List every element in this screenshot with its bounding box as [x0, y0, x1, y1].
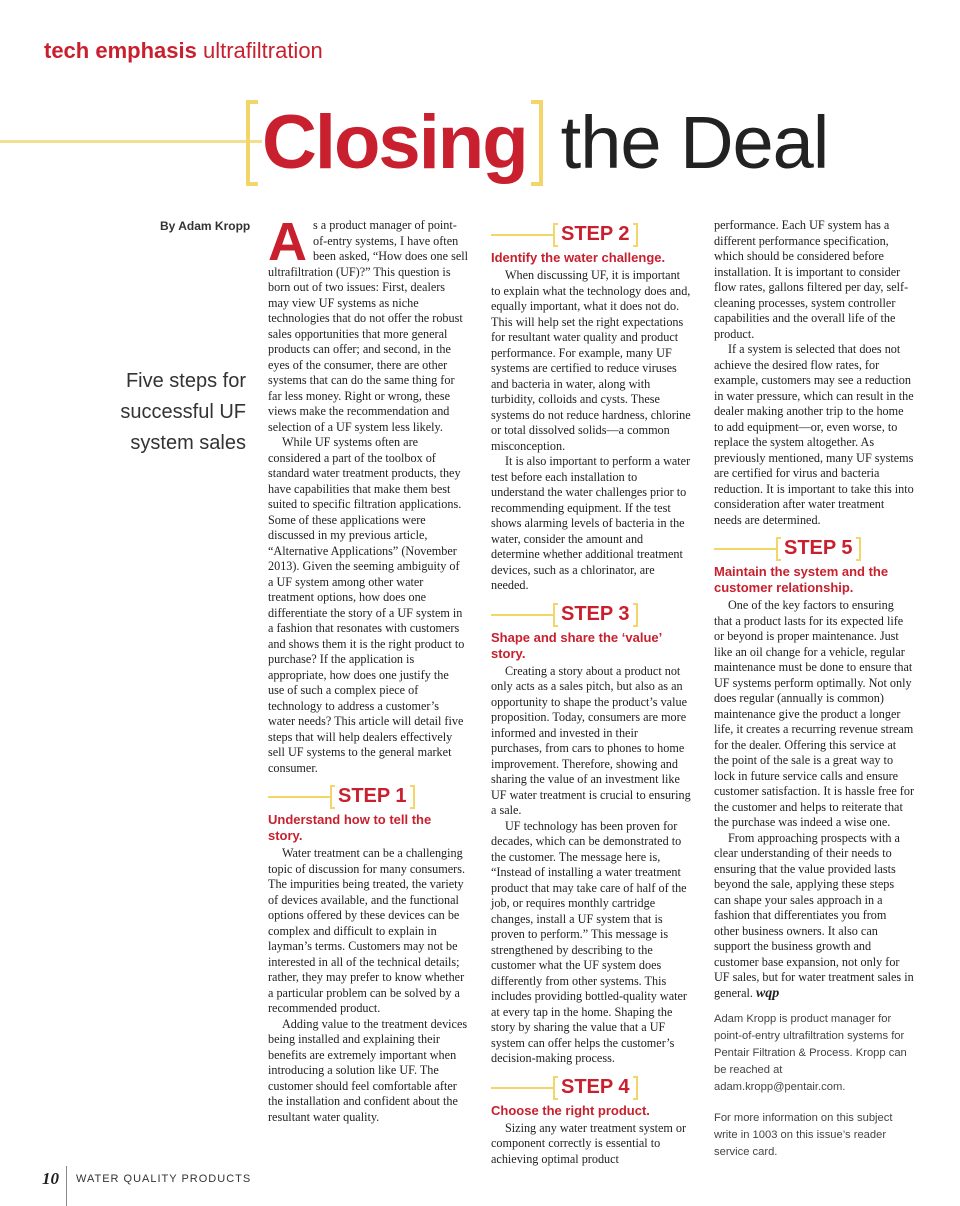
- publication-name: WATER QUALITY PRODUCTS: [76, 1173, 252, 1185]
- author-bio: Adam Kropp is product manager for point-of-entry ultrafiltration systems for Pentair Filtration & Process. Kropp can be reached at adam.kropp@pentair.com.: [714, 1013, 907, 1093]
- column-3: [714, 218, 914, 1161]
- step-4-heading: Choose the right product.: [491, 1102, 650, 1118]
- step-1-heading: Understand how to tell the story.: [268, 812, 432, 843]
- step-1-label: STEP 1: [268, 784, 468, 812]
- intro-paragraph-2: While UF systems often are considered a part of the toolbox of standard water treatment products, they have capabilities that make them best suited to specific filtration applications. Some of these applications were discussed in my previous article, “Alternative Applications” (November 2013). Given the seeming ambiguity of a UF system among other water treatment options, how does one differentiate the story of a UF system in a fashion that resonates with customers and shows them it is the right product to purchase? If the application is appropriate, how does one justify the use of such a complex piece of technology to address a customer’s water needs? This article will detail five steps that will help dealers effectively sell UF systems to the general market consumer.: [268, 435, 465, 775]
- step-5-heading: Maintain the system and the customer relationship.: [714, 564, 889, 595]
- title-rest: the Deal: [560, 101, 829, 184]
- step-3-label: STEP 3: [491, 602, 691, 630]
- publication-signature: wqp: [755, 985, 780, 1001]
- section-label: tech emphasis ultrafiltration: [44, 38, 323, 63]
- title-highlight: Closing: [262, 100, 527, 185]
- step-5-paragraph-2: From approaching prospects with a clear understanding of their needs to ensuring that the value provided lasts beyond the sale, applying these steps can shape your sales approach in a fashion that differentiates you from other business owners. It also can support the business growth and customer base expansion, not only for UF sales, but for water treatment sales in general. wqp: [714, 830, 914, 1001]
- title-bracket-left: [246, 100, 258, 186]
- footer-divider: [66, 1166, 67, 1206]
- page-number: 10: [42, 1169, 59, 1188]
- step-2-paragraph-2: It is also important to perform a water test before each installation to understand the water challenges prior to recommending equipment. If the test shows alarming levels of bacteria in the water, consider the amount and determine whether additional treatment devices, such as a chlorinator, are needed.: [491, 454, 691, 592]
- step-4-paragraph-3: If a system is selected that does not achieve the desired flow rates, for example, customers may see a reduction in water pressure, which can result in the dealer making another trip to the home to add equipment—or, even worse, to replace the system altogether. As previously mentioned, many UF systems are certified for virus and bacteria reduction. It is important to take this into consideration after water treatment needs are determined.: [714, 342, 914, 527]
- step-4-label: STEP 4: [491, 1075, 691, 1103]
- drop-cap: A: [268, 212, 307, 272]
- step-2-paragraph-1: When discussing UF, it is important to explain what the technology does and, equally important, what it does not do. This will help set the right expectations for resultant water quality and product performance. For example, many UF systems are certified to reduce viruses and bacteria in water, along with turbidity, colloids and cysts. These systems do not reduce hardness, chlorine or total dissolved solids—a common misconception.: [491, 268, 691, 453]
- intro-paragraph-1: As a product manager of point-of-entry systems, I have often been asked, “How does one sell ultrafiltration (UF)?” This question is born out of two issues: First, dealers may view UF systems as niche technologies that do not offer the robust sales opportunities that more general products can offer; and second, in the eyes of the consumer, there are other systems that can do the same thing for far less money. Right or wrong, these views make the recommendation and selection of a UF system less likely.: [268, 212, 469, 434]
- pull-quote: Five steps for successful UF system sales: [120, 370, 246, 454]
- article-title: [246, 98, 828, 188]
- step-5-paragraph-1: One of the key factors to ensuring that a product lasts for its expected life or beyond is proper maintenance. Just like an oil change for a vehicle, regular maintenance must be done to ensure that UF systems perform optimally. Not only does regular (annually is common) maintenance give the product a longer life, it creates a recurring revenue stream for the dealer. Offering this service at the point of the sale is a great way to lock in future service calls and ensure customer satisfaction. It is hassle free for the customer and helps to reiterate that the purchase was indeed a wise one.: [714, 598, 915, 829]
- title-rule: [0, 140, 262, 143]
- step-5-label: STEP 5: [714, 536, 914, 564]
- step-3-paragraph-1: Creating a story about a product not only acts as a sales pitch, but also as an opportunity to shape the product’s value proposition. Today, consumers are more informed and invested in their purchases, from cars to phones to home improvement. Therefore, showing and sharing the value of an investment like UF water treatment is crucial to ensuring a sale.: [491, 663, 691, 817]
- step-4-paragraph-1: Sizing any water treatment system or component correctly is essential to achieving optimal product: [491, 1120, 687, 1166]
- step-3-heading: Shape and share the ‘value’ story.: [491, 629, 662, 661]
- more-info-note: For more information on this subject write in 1003 on this issue’s reader service card.: [714, 1112, 893, 1158]
- byline: By Adam Kropp: [160, 219, 251, 233]
- step-1-paragraph-1: Water treatment can be a challenging topic of discussion for many consumers. The impurities being treated, the variety of devices available, and the functional options offered by these devices can be complex and difficult to explain in layman’s terms. Customers may not be interested in all of the technical details; rather, they may prefer to know whether a particular problem can be solved by a recommended product.: [268, 846, 465, 1015]
- title-bracket-right: [531, 100, 543, 186]
- step-1-paragraph-2: Adding value to the treatment devices being installed and explaining their benefits are extremely important when introducing a solution like UF. The customer should feel comfortable after the installation and confident about the resultant water quality.: [268, 1016, 468, 1124]
- column-1: [268, 212, 469, 1125]
- step-2-label: STEP 2: [491, 222, 691, 250]
- step-2-heading: Identify the water challenge.: [491, 250, 666, 265]
- step-3-paragraph-2: UF technology has been proven for decades, which can be demonstrated to the customer. The message here is, “Instead of installing a water treatment product that may take care of half of the job, or requires monthly cartridge changes, install a UF system that is proven to perform.” This message is strengthened by describing to the customer what the UF system does differently from other systems. This includes providing bottled-quality water at every tap in the home. Shaping the story by sharing the value that a UF system can offer helps the customer’s decision-making process.: [491, 818, 687, 1065]
- step-4-paragraph-2: performance. Each UF system has a different performance specification, which should be considered before installation. It is important to consider flow rates, gallons filtered per day, self-cleaning processes, system controller capabilities and the overall life of the product.: [714, 218, 909, 341]
- column-2: [491, 222, 691, 1167]
